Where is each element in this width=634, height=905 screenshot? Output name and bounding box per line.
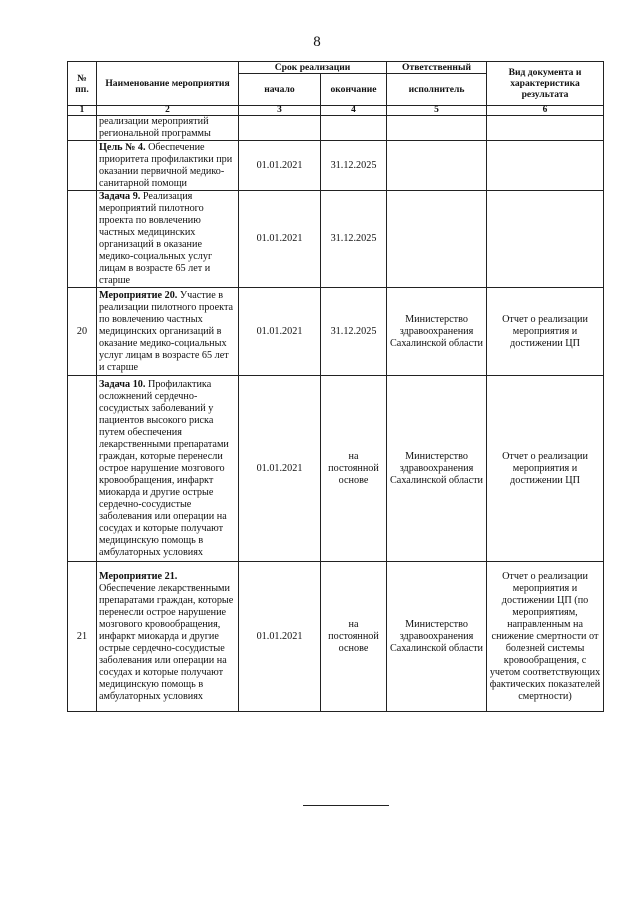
header-start: начало: [239, 74, 321, 106]
row-end: 31.12.2025: [321, 141, 387, 191]
row-name: Задача 9. Реализация мероприятий пилотного проекта по вовлечению частных медицинских организаций в оказание медико-социальных услуг лицам в возрасте 65 лет и старше: [97, 191, 239, 288]
row-end: 31.12.2025: [321, 288, 387, 376]
row-start: [239, 116, 321, 141]
row-end: на постоянной основе: [321, 562, 387, 712]
row-num: [68, 116, 97, 141]
row-name: реализации мероприятий региональной программы: [97, 116, 239, 141]
col-number: 4: [321, 106, 387, 116]
table-row: [68, 116, 604, 141]
row-result: [487, 116, 604, 141]
row-result: Отчет о реализации мероприятия и достижении ЦП: [487, 288, 604, 376]
closing-rule: [303, 805, 389, 806]
row-num: [68, 191, 97, 288]
row-responsible: [387, 116, 487, 141]
header-term: Срок реализации: [239, 62, 387, 74]
row-name: Цель № 4. Обеспечение приоритета профилактики при оказании первичной медико-санитарной помощи: [97, 141, 239, 191]
col-number: 5: [387, 106, 487, 116]
row-start: 01.01.2021: [239, 562, 321, 712]
table-row: [68, 288, 604, 376]
row-num: [68, 376, 97, 562]
header-name: Наименование мероприятия: [97, 62, 239, 106]
header-responsible-bottom: исполнитель: [387, 74, 487, 106]
header-document: Вид документа и характеристика результата: [487, 62, 604, 106]
row-responsible: Министерство здравоохранения Сахалинской области: [387, 562, 487, 712]
row-num: 20: [68, 288, 97, 376]
col-number: 6: [487, 106, 604, 116]
table-row: [68, 141, 604, 191]
measures-table: [67, 61, 604, 712]
row-name: Мероприятие 21. Обеспечение лекарственными препаратами граждан, которые перенесли острое нарушение мозгового кровообращения, инфаркт миокарда и другие острые сердечно-сосудистые заболевания или операции на сосудах и которые получают медицинскую помощь в амбулаторных условиях: [97, 562, 239, 712]
row-num: 21: [68, 562, 97, 712]
row-num: [68, 141, 97, 191]
row-result: [487, 191, 604, 288]
row-start: 01.01.2021: [239, 376, 321, 562]
col-number: 3: [239, 106, 321, 116]
row-result: Отчет о реализации мероприятия и достижении ЦП: [487, 376, 604, 562]
row-start: 01.01.2021: [239, 288, 321, 376]
header-end: окончание: [321, 74, 387, 106]
table-row: [68, 191, 604, 288]
row-end: 31.12.2025: [321, 191, 387, 288]
row-name: Задача 10. Профилактика осложнений сердечно-сосудистых заболеваний у пациентов высокого риска путем обеспечения лекарственными препаратами граждан, которые перенесли острое нарушение мозгового кровообращения, инфаркт миокарда и другие острые сердечно-сосудистые заболевания или операции на сосудах и которые получают медицинскую помощь в амбулаторных условиях: [97, 376, 239, 562]
table-row: [68, 376, 604, 562]
row-result: [487, 141, 604, 191]
row-responsible: Министерство здравоохранения Сахалинской области: [387, 376, 487, 562]
row-end: [321, 116, 387, 141]
row-end: на постоянной основе: [321, 376, 387, 562]
col-number: 1: [68, 106, 97, 116]
row-responsible: [387, 191, 487, 288]
col-number: 2: [97, 106, 239, 116]
row-responsible: Министерство здравоохранения Сахалинской области: [387, 288, 487, 376]
header-num: № пп.: [68, 62, 97, 106]
row-responsible: [387, 141, 487, 191]
row-result: Отчет о реализации мероприятия и достижении ЦП (по мероприятиям, направленным на снижение смертности от болезней системы кровообращения, с учетом соответствующих фактических показателей смертности): [487, 562, 604, 712]
row-name: Мероприятие 20. Участие в реализации пилотного проекта по вовлечению частных медицинских организаций в оказание медико-социальных услуг лицам в возрасте 65 лет и старше: [97, 288, 239, 376]
header-responsible-top: Ответственный: [387, 62, 487, 74]
row-start: 01.01.2021: [239, 141, 321, 191]
row-start: 01.01.2021: [239, 191, 321, 288]
page-number: 8: [313, 34, 321, 50]
table-row: [68, 562, 604, 712]
